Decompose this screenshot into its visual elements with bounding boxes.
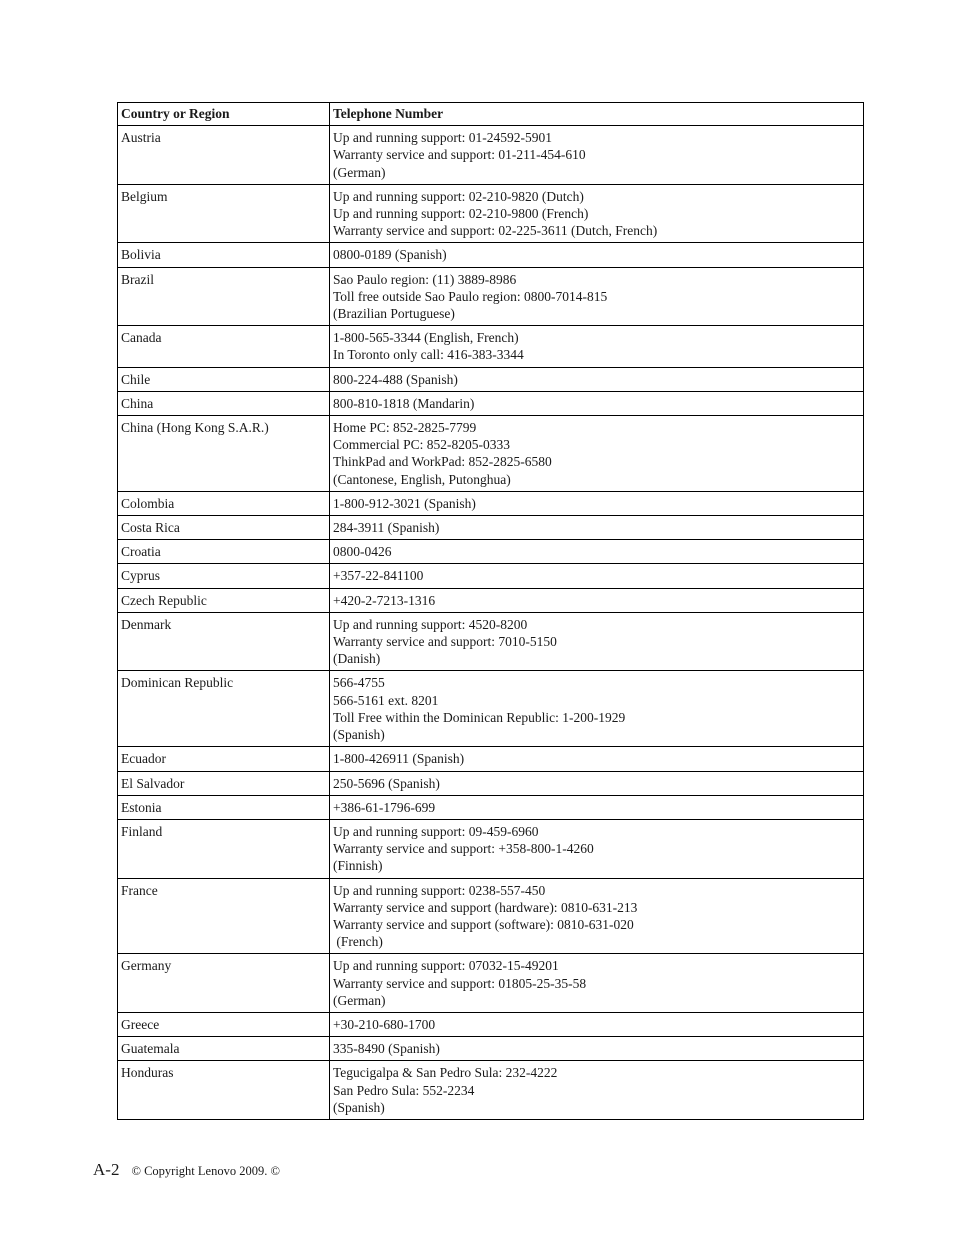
telephone-cell (330, 671, 864, 747)
telephone-line: (Spanish) (333, 727, 385, 743)
telephone-line: 566-5161 ext. 8201 (333, 692, 439, 708)
telephone-cell (330, 747, 864, 771)
page-footer (93, 1160, 280, 1180)
country-cell: Canada (118, 326, 330, 367)
country-cell: Czech Republic (118, 588, 330, 612)
table-row (118, 416, 864, 492)
phone-table (117, 102, 864, 1120)
telephone-line: (Spanish) (333, 1099, 385, 1115)
telephone-line: (German) (333, 992, 386, 1008)
telephone-cell (330, 491, 864, 515)
telephone-cell (330, 126, 864, 185)
telephone-line: (French) (333, 934, 383, 950)
table-header-row (118, 103, 864, 126)
table-row (118, 612, 864, 671)
telephone-line: 0800-0426 (333, 544, 392, 560)
telephone-cell (330, 540, 864, 564)
country-cell: Guatemala (118, 1037, 330, 1061)
telephone-line: Warranty service and support (hardware): 0810-631-213 (333, 899, 638, 915)
telephone-cell (330, 954, 864, 1013)
country-cell: Bolivia (118, 243, 330, 267)
country-cell: Greece (118, 1012, 330, 1036)
telephone-line: (Brazilian Portuguese) (333, 306, 455, 322)
telephone-cell (330, 416, 864, 492)
telephone-line: 1-800-912-3021 (Spanish) (333, 495, 476, 511)
telephone-cell (330, 588, 864, 612)
country-cell: Colombia (118, 491, 330, 515)
telephone-line: San Pedro Sula: 552-2234 (333, 1082, 475, 1098)
table-row (118, 126, 864, 185)
country-cell: Belgium (118, 184, 330, 243)
telephone-cell (330, 1061, 864, 1120)
telephone-cell (330, 795, 864, 819)
table-row (118, 1012, 864, 1036)
telephone-line: +357-22-841100 (333, 568, 424, 584)
telephone-cell (330, 367, 864, 391)
telephone-line: Up and running support: 02-210-9800 (French) (333, 206, 589, 222)
table-row (118, 954, 864, 1013)
table-row (118, 819, 864, 878)
table-row (118, 326, 864, 367)
country-cell: Croatia (118, 540, 330, 564)
table-row (118, 516, 864, 540)
telephone-line: 335-8490 (Spanish) (333, 1041, 440, 1057)
telephone-cell (330, 612, 864, 671)
telephone-cell (330, 391, 864, 415)
table-row (118, 771, 864, 795)
telephone-line: 284-3911 (Spanish) (333, 520, 440, 536)
telephone-line: Warranty service and support: 01805-25-35-58 (333, 975, 587, 991)
country-cell: Honduras (118, 1061, 330, 1120)
table-row (118, 184, 864, 243)
telephone-cell (330, 564, 864, 588)
country-cell: Brazil (118, 267, 330, 326)
telephone-cell (330, 267, 864, 326)
table-row (118, 391, 864, 415)
table-row (118, 540, 864, 564)
country-cell: Costa Rica (118, 516, 330, 540)
telephone-cell (330, 1037, 864, 1061)
table-row (118, 671, 864, 747)
table-row (118, 243, 864, 267)
country-cell: China (Hong Kong S.A.R.) (118, 416, 330, 492)
telephone-cell (330, 243, 864, 267)
country-cell: Cyprus (118, 564, 330, 588)
table-row (118, 564, 864, 588)
telephone-line: Toll Free within the Dominican Republic: 1-200-1929 (333, 709, 626, 725)
country-cell: El Salvador (118, 771, 330, 795)
column-header-telephone: Telephone Number (330, 103, 864, 126)
telephone-line: Warranty service and support: 02-225-3611 (Dutch, French) (333, 223, 658, 239)
column-header-country: Country or Region (118, 103, 330, 126)
telephone-cell (330, 516, 864, 540)
telephone-cell (330, 819, 864, 878)
telephone-line: In Toronto only call: 416-383-3344 (333, 347, 524, 363)
telephone-line: Up and running support: 0238-557-450 (333, 882, 546, 898)
table-row (118, 367, 864, 391)
table-row (118, 795, 864, 819)
telephone-cell (330, 326, 864, 367)
table-row (118, 878, 864, 954)
telephone-line: 1-800-565-3344 (English, French) (333, 330, 519, 346)
telephone-line: Tegucigalpa & San Pedro Sula: 232-4222 (333, 1065, 558, 1081)
telephone-line: Commercial PC: 852-8205-0333 (333, 437, 510, 453)
page-number: A-2 (93, 1160, 120, 1179)
telephone-cell (330, 1012, 864, 1036)
telephone-cell (330, 771, 864, 795)
telephone-line: Warranty service and support (software): 0810-631-020 (333, 916, 634, 932)
telephone-line: ThinkPad and WorkPad: 852-2825-6580 (333, 454, 552, 470)
telephone-line: (German) (333, 164, 386, 180)
country-cell: Finland (118, 819, 330, 878)
telephone-line: (Danish) (333, 651, 381, 667)
telephone-line: 566-4755 (333, 675, 385, 691)
table-row (118, 267, 864, 326)
country-cell: Denmark (118, 612, 330, 671)
telephone-line: Home PC: 852-2825-7799 (333, 420, 477, 436)
telephone-cell (330, 184, 864, 243)
telephone-line: Up and running support: 09-459-6960 (333, 823, 539, 839)
country-cell: Estonia (118, 795, 330, 819)
telephone-line: Up and running support: 01-24592-5901 (333, 130, 552, 146)
table-row (118, 1061, 864, 1120)
telephone-line: Sao Paulo region: (11) 3889-8986 (333, 271, 517, 287)
copyright-notice: © Copyright Lenovo 2009. © (131, 1164, 280, 1178)
country-cell: China (118, 391, 330, 415)
country-cell: Chile (118, 367, 330, 391)
telephone-line: 800-810-1818 (Mandarin) (333, 395, 475, 411)
country-cell: France (118, 878, 330, 954)
country-cell: Austria (118, 126, 330, 185)
telephone-line: +420-2-7213-1316 (333, 592, 436, 608)
country-cell: Dominican Republic (118, 671, 330, 747)
telephone-line: (Cantonese, English, Putonghua) (333, 471, 511, 487)
telephone-line: Up and running support: 4520-8200 (333, 616, 528, 632)
telephone-cell (330, 878, 864, 954)
table-row (118, 588, 864, 612)
telephone-line: 1-800-426911 (Spanish) (333, 751, 465, 767)
telephone-line: 250-5696 (Spanish) (333, 775, 440, 791)
telephone-line: Warranty service and support: 7010-5150 (333, 634, 557, 650)
table-row (118, 747, 864, 771)
telephone-line: Warranty service and support: 01-211-454-610 (333, 147, 586, 163)
table-row (118, 1037, 864, 1061)
telephone-line: 0800-0189 (Spanish) (333, 247, 447, 263)
telephone-line: Toll free outside Sao Paulo region: 0800-7014-815 (333, 288, 608, 304)
telephone-line: +386-61-1796-699 (333, 799, 436, 815)
telephone-line: Warranty service and support: +358-800-1-4260 (333, 841, 594, 857)
telephone-line: Up and running support: 07032-15-49201 (333, 958, 559, 974)
telephone-line: 800-224-488 (Spanish) (333, 371, 458, 387)
telephone-line: +30-210-680-1700 (333, 1016, 436, 1032)
telephone-line: Up and running support: 02-210-9820 (Dutch) (333, 188, 584, 204)
telephone-line: (Finnish) (333, 858, 383, 874)
table-row (118, 491, 864, 515)
country-cell: Ecuador (118, 747, 330, 771)
table-body (118, 126, 864, 1120)
country-cell: Germany (118, 954, 330, 1013)
